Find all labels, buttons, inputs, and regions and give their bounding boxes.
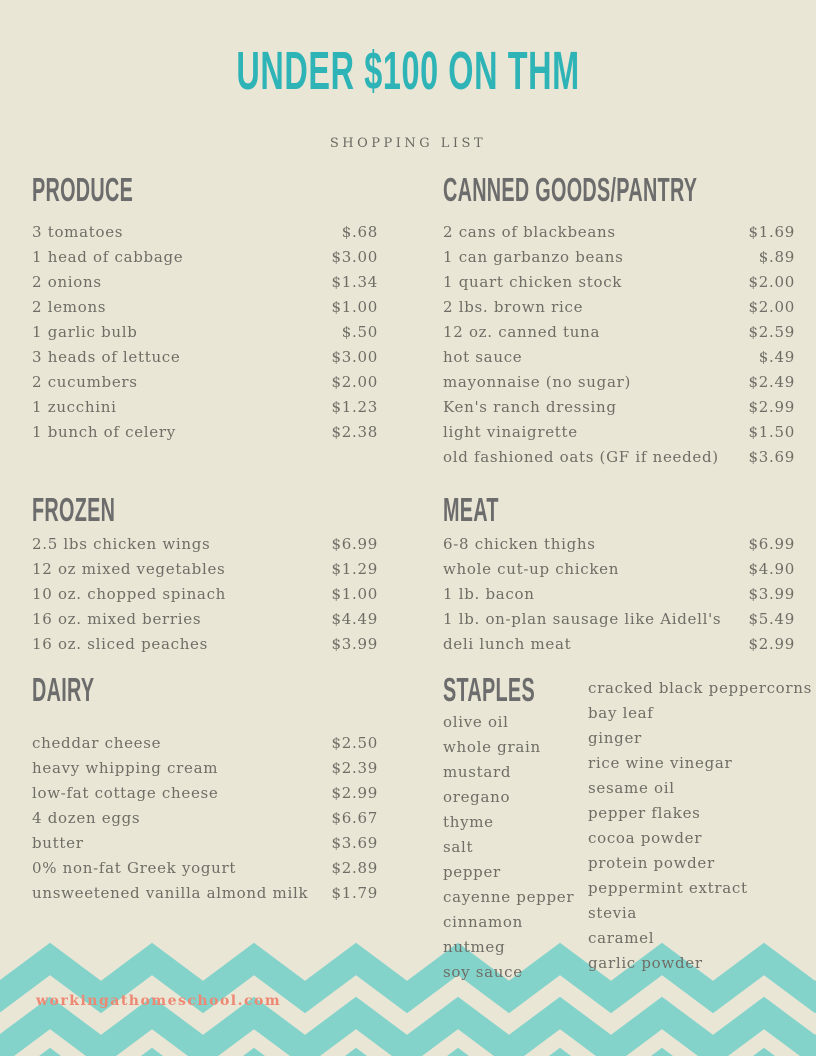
list-item bbox=[588, 901, 816, 926]
item-price: $1.00 bbox=[331, 585, 378, 603]
item-label: 1 lb. bacon bbox=[443, 585, 535, 603]
item-label: bay leaf bbox=[588, 704, 654, 722]
item-price: $1.29 bbox=[331, 560, 378, 578]
item-price: $3.69 bbox=[331, 834, 378, 852]
item-label: 4 dozen eggs bbox=[32, 809, 141, 827]
page-title bbox=[0, 42, 816, 100]
list-item bbox=[443, 320, 795, 345]
list-item bbox=[588, 676, 816, 701]
list-item bbox=[588, 851, 816, 876]
list-item bbox=[443, 220, 795, 245]
list-item bbox=[32, 270, 378, 295]
list-item bbox=[443, 370, 795, 395]
item-label: Ken's ranch dressing bbox=[443, 398, 617, 416]
list-item bbox=[32, 607, 378, 632]
item-label: garlic powder bbox=[588, 954, 703, 972]
item-price: $1.50 bbox=[748, 423, 795, 441]
item-price: $3.00 bbox=[331, 348, 378, 366]
item-label: 2.5 lbs chicken wings bbox=[32, 535, 211, 553]
list-item bbox=[32, 245, 378, 270]
list-item bbox=[443, 532, 795, 557]
item-price: $2.00 bbox=[748, 298, 795, 316]
item-label: cocoa powder bbox=[588, 829, 703, 847]
item-price: $2.59 bbox=[748, 323, 795, 341]
item-label: cracked black peppercorns bbox=[588, 679, 813, 697]
list-item bbox=[588, 826, 816, 851]
item-price: $1.69 bbox=[748, 223, 795, 241]
list-item bbox=[588, 726, 816, 751]
item-price: $3.99 bbox=[331, 635, 378, 653]
list-item bbox=[32, 295, 378, 320]
item-label: oregano bbox=[443, 788, 511, 806]
item-price: $2.50 bbox=[331, 734, 378, 752]
item-label: 2 onions bbox=[32, 273, 102, 291]
list-item bbox=[32, 781, 378, 806]
list-item bbox=[588, 801, 816, 826]
section-heading-dairy: DAIRY bbox=[32, 671, 95, 708]
list-item bbox=[443, 420, 795, 445]
list-item bbox=[443, 735, 595, 785]
list-item bbox=[443, 295, 795, 320]
item-label: 16 oz. sliced peaches bbox=[32, 635, 209, 653]
item-price: $4.49 bbox=[331, 610, 378, 628]
list-item bbox=[32, 731, 378, 756]
item-price: $1.23 bbox=[331, 398, 378, 416]
item-price: $4.90 bbox=[748, 560, 795, 578]
section-heading-canned-goods-pantry: CANNED GOODS/PANTRY bbox=[443, 171, 698, 208]
list-item bbox=[443, 582, 795, 607]
list-item bbox=[443, 810, 595, 835]
list-item bbox=[32, 395, 378, 420]
item-price: $.49 bbox=[758, 348, 795, 366]
item-label: pepper bbox=[443, 863, 501, 881]
list-item bbox=[32, 582, 378, 607]
page-title-text: UNDER $100 ON THM bbox=[236, 41, 580, 101]
item-price: $2.00 bbox=[331, 373, 378, 391]
produce-list bbox=[32, 220, 378, 445]
list-item bbox=[443, 607, 795, 632]
item-price: $2.99 bbox=[748, 398, 795, 416]
item-label: cinnamon bbox=[443, 913, 523, 931]
list-item bbox=[32, 557, 378, 582]
list-item bbox=[32, 345, 378, 370]
item-label: 2 cucumbers bbox=[32, 373, 138, 391]
section-produce bbox=[32, 170, 378, 445]
item-label: rice wine vinegar bbox=[588, 754, 733, 772]
item-label: butter bbox=[32, 834, 84, 852]
item-price: $3.00 bbox=[331, 248, 378, 266]
item-label: deli lunch meat bbox=[443, 635, 572, 653]
item-label: ginger bbox=[588, 729, 642, 747]
item-label: olive oil bbox=[443, 713, 509, 731]
list-item bbox=[32, 756, 378, 781]
list-item bbox=[32, 806, 378, 831]
list-item bbox=[443, 395, 795, 420]
item-label: mayonnaise (no sugar) bbox=[443, 373, 632, 391]
item-label: 1 can garbanzo beans bbox=[443, 248, 624, 266]
item-price: $2.49 bbox=[748, 373, 795, 391]
item-label: 1 lb. on-plan sausage like Aidell's bbox=[443, 610, 722, 628]
list-item bbox=[443, 710, 595, 735]
page-subtitle: SHOPPING LIST bbox=[329, 136, 487, 151]
section-heading-frozen: FROZEN bbox=[32, 491, 116, 528]
item-label: hot sauce bbox=[443, 348, 523, 366]
item-label: cayenne pepper bbox=[443, 888, 575, 906]
item-price: $1.34 bbox=[331, 273, 378, 291]
item-price: $.68 bbox=[341, 223, 378, 241]
item-price: $2.00 bbox=[748, 273, 795, 291]
list-item bbox=[588, 926, 816, 951]
list-item bbox=[588, 751, 816, 776]
list-item bbox=[443, 835, 595, 860]
list-item bbox=[32, 831, 378, 856]
staples-column-2 bbox=[588, 676, 816, 976]
list-item bbox=[588, 701, 816, 726]
item-label: 1 garlic bulb bbox=[32, 323, 138, 341]
list-item bbox=[443, 345, 795, 370]
item-label: heavy whipping cream bbox=[32, 759, 219, 777]
dairy-list bbox=[32, 731, 378, 906]
item-label: low-fat cottage cheese bbox=[32, 784, 219, 802]
list-item bbox=[443, 445, 795, 470]
item-price: $6.99 bbox=[748, 535, 795, 553]
item-price: $1.79 bbox=[331, 884, 378, 902]
list-item bbox=[443, 910, 595, 935]
staples-column-1 bbox=[443, 710, 595, 985]
list-item bbox=[443, 785, 595, 810]
item-label: 3 heads of lettuce bbox=[32, 348, 181, 366]
item-price: $2.89 bbox=[331, 859, 378, 877]
item-label: nutmeg bbox=[443, 938, 506, 956]
item-label: 6-8 chicken thighs bbox=[443, 535, 596, 553]
list-item bbox=[443, 935, 595, 960]
item-price: $6.99 bbox=[331, 535, 378, 553]
item-label: 1 head of cabbage bbox=[32, 248, 184, 266]
section-canned-goods-pantry bbox=[443, 170, 795, 470]
item-price: $.89 bbox=[758, 248, 795, 266]
item-price: $.50 bbox=[341, 323, 378, 341]
canned-goods-list bbox=[443, 220, 795, 470]
item-label: old fashioned oats (GF if needed) bbox=[443, 448, 719, 466]
item-label: 10 oz. chopped spinach bbox=[32, 585, 227, 603]
item-price: $1.00 bbox=[331, 298, 378, 316]
list-item bbox=[588, 776, 816, 801]
item-label: 3 tomatoes bbox=[32, 223, 124, 241]
item-label: 16 oz. mixed berries bbox=[32, 610, 202, 628]
item-price: $2.99 bbox=[748, 635, 795, 653]
item-label: salt bbox=[443, 838, 474, 856]
item-label: pepper flakes bbox=[588, 804, 701, 822]
list-item bbox=[32, 370, 378, 395]
list-item bbox=[443, 960, 595, 985]
item-label: 2 lbs. brown rice bbox=[443, 298, 584, 316]
item-label: sesame oil bbox=[588, 779, 675, 797]
item-price: $3.69 bbox=[748, 448, 795, 466]
item-price: $2.99 bbox=[331, 784, 378, 802]
meat-list bbox=[443, 532, 795, 657]
item-label: 1 zucchini bbox=[32, 398, 117, 416]
item-label: 0% non-fat Greek yogurt bbox=[32, 859, 237, 877]
list-item bbox=[443, 557, 795, 582]
item-label: 2 cans of blackbeans bbox=[443, 223, 616, 241]
item-label: soy sauce bbox=[443, 963, 523, 981]
list-item bbox=[588, 951, 816, 976]
item-label: cheddar cheese bbox=[32, 734, 162, 752]
item-label: stevia bbox=[588, 904, 638, 922]
item-label: 1 quart chicken stock bbox=[443, 273, 623, 291]
list-item bbox=[32, 632, 378, 657]
item-label: unsweetened vanilla almond milk bbox=[32, 884, 309, 902]
item-label: peppermint extract bbox=[588, 879, 748, 897]
list-item bbox=[32, 532, 378, 557]
list-item bbox=[32, 856, 378, 881]
item-label: whole grain mustard bbox=[443, 738, 541, 781]
list-item bbox=[443, 632, 795, 657]
item-label: light vinaigrette bbox=[443, 423, 578, 441]
section-meat bbox=[443, 490, 795, 657]
item-price: $2.38 bbox=[331, 423, 378, 441]
item-label: 12 oz. canned tuna bbox=[443, 323, 601, 341]
list-item bbox=[588, 876, 816, 901]
item-label: caramel bbox=[588, 929, 655, 947]
item-label: thyme bbox=[443, 813, 494, 831]
section-heading-meat: MEAT bbox=[443, 491, 499, 528]
item-price: $2.39 bbox=[331, 759, 378, 777]
list-item bbox=[32, 881, 378, 906]
item-label: 2 lemons bbox=[32, 298, 107, 316]
item-label: 12 oz mixed vegetables bbox=[32, 560, 226, 578]
item-label: protein powder bbox=[588, 854, 715, 872]
list-item bbox=[443, 245, 795, 270]
section-dairy bbox=[32, 670, 378, 906]
section-heading-produce: PRODUCE bbox=[32, 171, 134, 208]
item-label: 1 bunch of celery bbox=[32, 423, 176, 441]
list-item bbox=[443, 860, 595, 885]
list-item bbox=[32, 220, 378, 245]
item-price: $5.49 bbox=[748, 610, 795, 628]
section-heading-staples: STAPLES bbox=[443, 671, 535, 708]
section-frozen bbox=[32, 490, 378, 657]
item-price: $6.67 bbox=[331, 809, 378, 827]
list-item bbox=[32, 420, 378, 445]
item-label: whole cut-up chicken bbox=[443, 560, 620, 578]
frozen-list bbox=[32, 532, 378, 657]
section-staples bbox=[443, 670, 813, 981]
list-item bbox=[32, 320, 378, 345]
item-price: $3.99 bbox=[748, 585, 795, 603]
list-item bbox=[443, 270, 795, 295]
watermark-url: workingathomeschool.com bbox=[36, 993, 282, 1009]
list-item bbox=[443, 885, 595, 910]
